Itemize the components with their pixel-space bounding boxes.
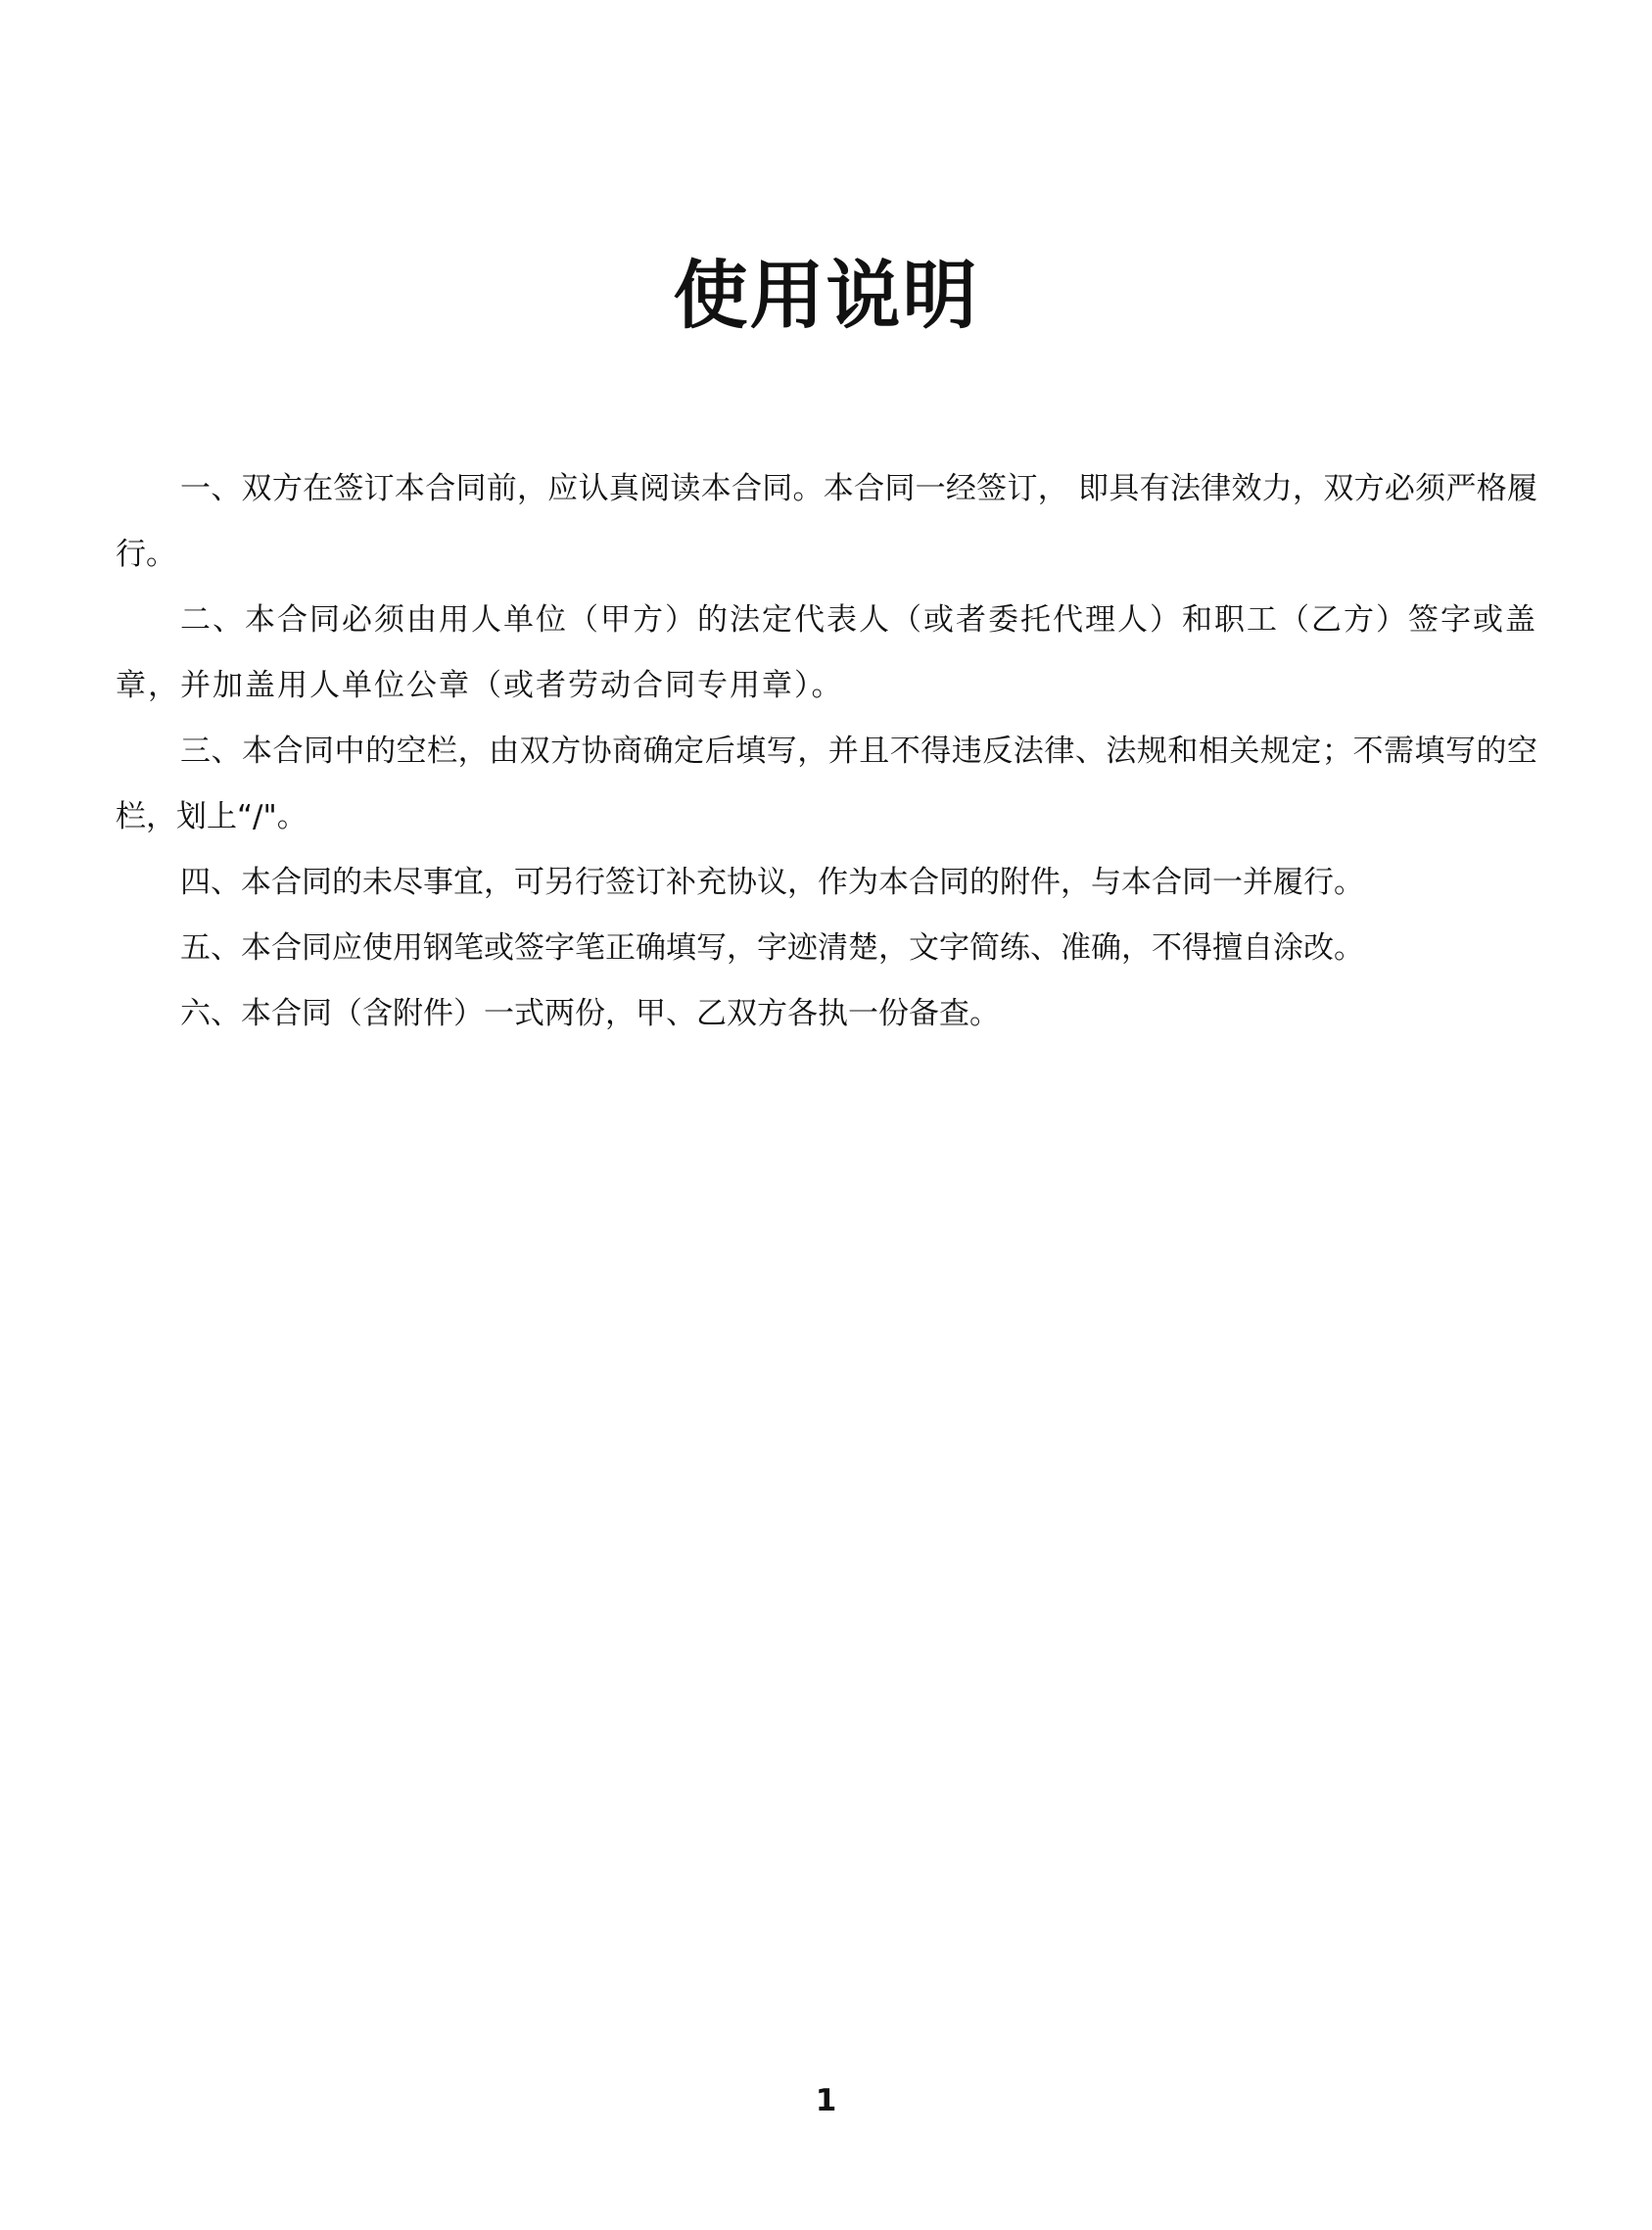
- instruction-paragraph-5: 五、本合同应使用钢笔或签字笔正确填写，字迹清楚，文字简练、准确，不得擅自涂改。: [180, 930, 1364, 966]
- page-number: 1: [815, 2083, 837, 2118]
- instruction-paragraph-2: 二、本合同必须由用人单位（甲方）的法定代表人（或者委托代理人）和职工（乙方）签字或盖章，并加盖用人单位公章（或者劳动合同专用章）。: [116, 602, 1537, 703]
- instructions-body: [116, 456, 1537, 1047]
- instruction-paragraph-1: 一、双方在签订本合同前，应认真阅读本合同。本合同一经签订， 即具有法律效力，双方必须严格履行。: [116, 471, 1537, 572]
- page-title: 使用说明: [673, 251, 979, 339]
- instruction-paragraph-6: 六、本合同（含附件）一式两份，甲、乙双方各执一份备查。: [180, 996, 1000, 1031]
- instruction-paragraph-3: 三、本合同中的空栏，由双方协商确定后填写，并且不得违反法律、法规和相关规定；不需填写的空栏，划上“/"。: [116, 734, 1537, 834]
- instruction-paragraph-4: 四、本合同的未尽事宜，可另行签订补充协议，作为本合同的附件，与本合同一并履行。: [180, 865, 1364, 900]
